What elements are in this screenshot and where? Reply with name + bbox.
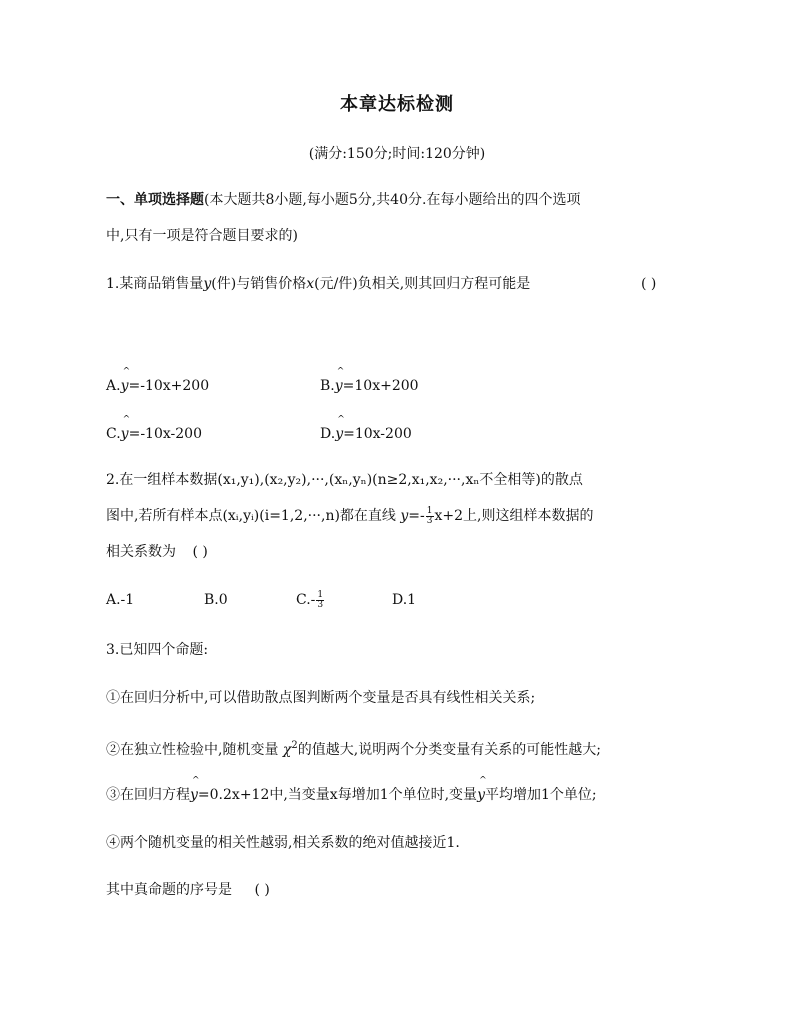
y-hat: ^ y — [121, 376, 129, 396]
page-subtitle: (满分:150分;时间:120分钟) — [308, 146, 486, 162]
q3-ask-text: 其中真命题的序号是 — [106, 882, 232, 898]
q1-text-2: (件)与销售价格 — [211, 276, 307, 292]
q1-text-1: 1.某商品销售量 — [106, 276, 204, 292]
fraction-numerator: 1 — [426, 505, 433, 516]
q1-option-d — [320, 424, 412, 444]
q1-text-3: (元/件)负相关,则其回归方程可能是 — [314, 276, 531, 292]
chi-superscript: 2 — [291, 740, 298, 751]
q3-s2-text-a: ②在独立性检验中,随机变量 — [106, 742, 279, 758]
option-expression: =-10x-200 — [128, 426, 202, 442]
q3-statement-2 — [106, 736, 601, 760]
q1-var-y: y — [203, 276, 212, 292]
y-hat: ^ y — [335, 376, 343, 396]
y-hat: ^ y — [121, 424, 129, 444]
q3-s2-text-b: 的值越大,说明两个分类变量有关系的可能性越大; — [297, 742, 601, 758]
q1-option-a — [106, 376, 209, 396]
q2-text-c: 相关系数为 — [106, 544, 176, 560]
fraction-denominator: 3 — [317, 599, 324, 610]
y-hat: ^ y — [477, 785, 485, 805]
q2-fraction — [426, 507, 434, 526]
section-heading: 一、单项选择题 — [106, 192, 204, 208]
section-heading-line — [106, 190, 580, 210]
fraction-numerator: 1 — [317, 589, 324, 600]
q2-text-a: 图中,若所有样本点(xᵢ,yᵢ)(i=1,2,···,n)都在直线 — [106, 508, 396, 524]
question-2-line-1: 2.在一组样本数据(x₁,y₁),(x₂,y₂),···,(xₙ,yₙ)(n≥2,x₁,x₂,···,xₙ不全相等)的散点 — [106, 472, 583, 488]
page-title: 本章达标检测 — [340, 94, 454, 115]
q1-answer-bracket: ( ) — [641, 276, 657, 292]
question-2-line-2 — [106, 506, 593, 526]
q1-option-c — [106, 424, 202, 444]
y-hat: ^ y — [190, 785, 198, 805]
option-label: B. — [320, 378, 335, 394]
q2-text-b: x+2上,则这组样本数据的 — [434, 508, 594, 524]
q3-s3-text-c: 平均增加1个单位; — [484, 787, 597, 803]
option-expression: =10x+200 — [342, 378, 419, 394]
q3-s3-text-a: ③在回归方程 — [106, 787, 190, 803]
option-label: D. — [320, 426, 336, 442]
section-desc-2: 中,只有一项是符合题目要求的) — [106, 228, 298, 244]
fraction-denominator: 3 — [426, 515, 433, 526]
q2-option-b: B.0 — [204, 592, 228, 608]
option-expression: =10x-200 — [343, 426, 412, 442]
section-desc-1: (本大题共8小题,每小题5分,共40分.在每小题给出的四个选项 — [204, 192, 581, 208]
q2-line-eq-start: y=- — [400, 508, 425, 524]
chi-symbol: χ — [282, 742, 292, 758]
q2-option-d: D.1 — [392, 592, 417, 608]
q3-s3-text-b: =0.2x+12中,当变量x每增加1个单位时,变量 — [197, 787, 478, 803]
option-label: C. — [106, 426, 121, 442]
question-1 — [106, 274, 530, 294]
y-hat: ^ y — [335, 424, 343, 444]
option-label: C.- — [296, 592, 316, 608]
q3-statement-1: ①在回归分析中,可以借助散点图判断两个变量是否具有线性相关关系; — [106, 690, 536, 706]
option-expression: =-10x+200 — [128, 378, 210, 394]
q3-answer-bracket: ( ) — [254, 882, 270, 898]
q2-option-a: A.-1 — [106, 592, 135, 608]
q2-option-c-fraction — [316, 591, 324, 610]
q3-question — [106, 880, 270, 900]
question-3-intro: 3.已知四个命题: — [106, 642, 209, 658]
q3-statement-4: ④两个随机变量的相关性越弱,相关系数的绝对值越接近1. — [106, 835, 460, 851]
q2-option-c — [296, 590, 325, 610]
question-2-line-3 — [106, 542, 208, 562]
q2-answer-bracket: ( ) — [192, 544, 208, 560]
section-desc-line-2 — [106, 226, 298, 246]
q3-statement-3 — [106, 785, 597, 805]
q1-var-x: x — [306, 276, 315, 292]
option-label: A. — [106, 378, 121, 394]
q1-option-b — [320, 376, 419, 396]
